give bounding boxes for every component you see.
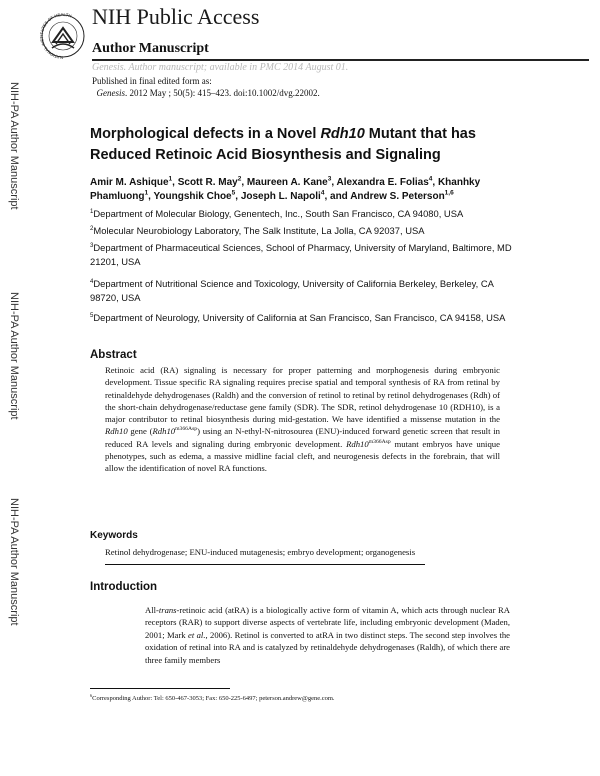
citation-details: . 2012 May ; 50(5): 415–423. doi:10.1002/dvg.22002. bbox=[125, 88, 320, 98]
author-affiliation-mark: 4 bbox=[320, 189, 325, 197]
title-gene: Rdh10 bbox=[320, 126, 365, 142]
author-name: Amir M. Ashique bbox=[90, 177, 169, 188]
footnote-divider bbox=[90, 688, 230, 689]
affiliation-1: $^1$Department of Molecular Biology, Genentech, Inc., South San Francisco, CA 94080, USA bbox=[90, 207, 464, 219]
author-affiliation-mark: 1 bbox=[144, 189, 149, 197]
published-form-note: Published in final edited form as: bbox=[92, 76, 212, 86]
author-name: Scott R. May bbox=[177, 177, 238, 188]
author-affiliation-mark: 5 bbox=[231, 189, 236, 197]
paper-title: Morphological defects in a Novel Rdh10 Mutant that has Reduced Retinoic Acid Biosynthesis and Signaling bbox=[90, 126, 476, 163]
author-affiliation-mark: 1,6 bbox=[444, 189, 454, 197]
side-label-middle: NIH-PA Author Manuscript bbox=[8, 292, 20, 420]
author-name: Alexandra E. Folias bbox=[336, 177, 429, 188]
author-name: Andrew S. Peterson bbox=[350, 191, 445, 202]
introduction-text: All-trans-retinoic acid (atRA) is a biologically active form of vitamin A, which acts through nuclear RA receptors (RAR) to support diverse aspects of vertebrate life, including embryonic development (Maden, 2001; Mark et al., 2006). Retinol is converted to atRA in two distinct steps. The second step involves the oxidation of retinal into RA and is catalyzed by retinaldehyde dehydrogenases (Raldh), of which there are three family members bbox=[145, 605, 510, 665]
footnote: $^6$Corresponding Author: Tel: 650-467-3053; Fax: 650-225-6497; peterson.andrew@gene.com. bbox=[90, 692, 335, 702]
keywords-text: Retinol dehydrogenase; ENU-induced mutagenesis; embryo development; organogenesis bbox=[105, 547, 416, 557]
abstract-text: Retinoic acid (RA) signaling is necessary for proper patterning and morphogenesis during embryonic development. Tissue specific RA signaling requires precise spatial and temporal synthesis of RA from retinal by retinaldehyde dehydrogenases (Raldh) and the conversion of retinol to retinal by retinol dehydrogenases (Rdh) of the short-chain dehydrogenase/reductase gene family (SDR). The SDR, retinol dehydrogenase 10 (RDH10), is a major contributor to retinal biosynthesis during mid-gestation. We have identified a missense mutation in the Rdh10 gene $(Rdh10^{m366Asp})$ using an N-ethyl-N-nitrosourea (ENU)-induced forward genetic screen that result in reduced RA levels and signaling during embryonic development. $Rdh10^{m366Asp}$ mutant embryos have unique phenotypes, such as edema, a massive midline facial cleft, and neurogenesis defects in the forebrain, that will allow the identification of novel RA functions. bbox=[105, 365, 500, 474]
author-name: Khanhky Phamluong bbox=[90, 177, 481, 202]
header-divider bbox=[92, 59, 589, 61]
introduction-heading: Introduction bbox=[90, 581, 158, 593]
side-label-top: NIH-PA Author Manuscript bbox=[8, 82, 20, 210]
author-name: Joseph L. Napoli bbox=[240, 191, 321, 202]
citation-journal: Genesis bbox=[96, 88, 125, 98]
author-affiliation-mark: 4 bbox=[428, 175, 433, 183]
author-affiliation-mark: 1 bbox=[168, 175, 173, 183]
author-affiliation-mark: 2 bbox=[237, 175, 242, 183]
affiliation-3: $^3$Department of Pharmaceutical Sciences, School of Pharmacy, University of Maryland, Baltimore, MD 21201, USA bbox=[90, 241, 512, 267]
affiliation-5: $^5$Department of Neurology, University of California at San Francisco, San Francisco, CA 94158, USA bbox=[90, 311, 506, 323]
citation bbox=[92, 88, 320, 98]
author-name: Youngshik Choe bbox=[153, 191, 232, 202]
keywords-divider bbox=[105, 564, 425, 565]
keywords-heading: Keywords bbox=[90, 530, 138, 541]
availability-note: Genesis. Author manuscript; available in PMC 2014 August 01. bbox=[92, 62, 349, 73]
nih-public-access-title: NIH Public Access bbox=[92, 4, 260, 29]
author-list: Amir M. Ashique$^1$, Scott R. May$^2$, Maureen A. Kane$^3$, Alexandra E. Folias$^4$, Khanhky Phamluong$^1$, Youngshik Choe$^5$, Joseph L. Napoli$^4$, and Andrew S. Peterson$^{1,6}$ bbox=[90, 175, 481, 202]
author-manuscript-label: Author Manuscript bbox=[92, 41, 209, 56]
author-affiliation-mark: 3 bbox=[327, 175, 332, 183]
affiliation-4: $^4$Department of Nutritional Science and Toxicology, University of California Berkeley, Berkeley, CA 98720, USA bbox=[90, 277, 494, 303]
side-label-bottom: NIH-PA Author Manuscript bbox=[8, 498, 20, 626]
author-name: Maureen A. Kane bbox=[246, 177, 328, 188]
affiliation-2: $^2$Molecular Neurobiology Laboratory, The Salk Institute, La Jolla, CA 92037, USA bbox=[90, 224, 425, 236]
abstract-heading: Abstract bbox=[90, 349, 137, 361]
nih-logo bbox=[40, 4, 86, 66]
logo-ring-text: NATIONAL IN UTES OF HEALTH bbox=[40, 11, 73, 61]
